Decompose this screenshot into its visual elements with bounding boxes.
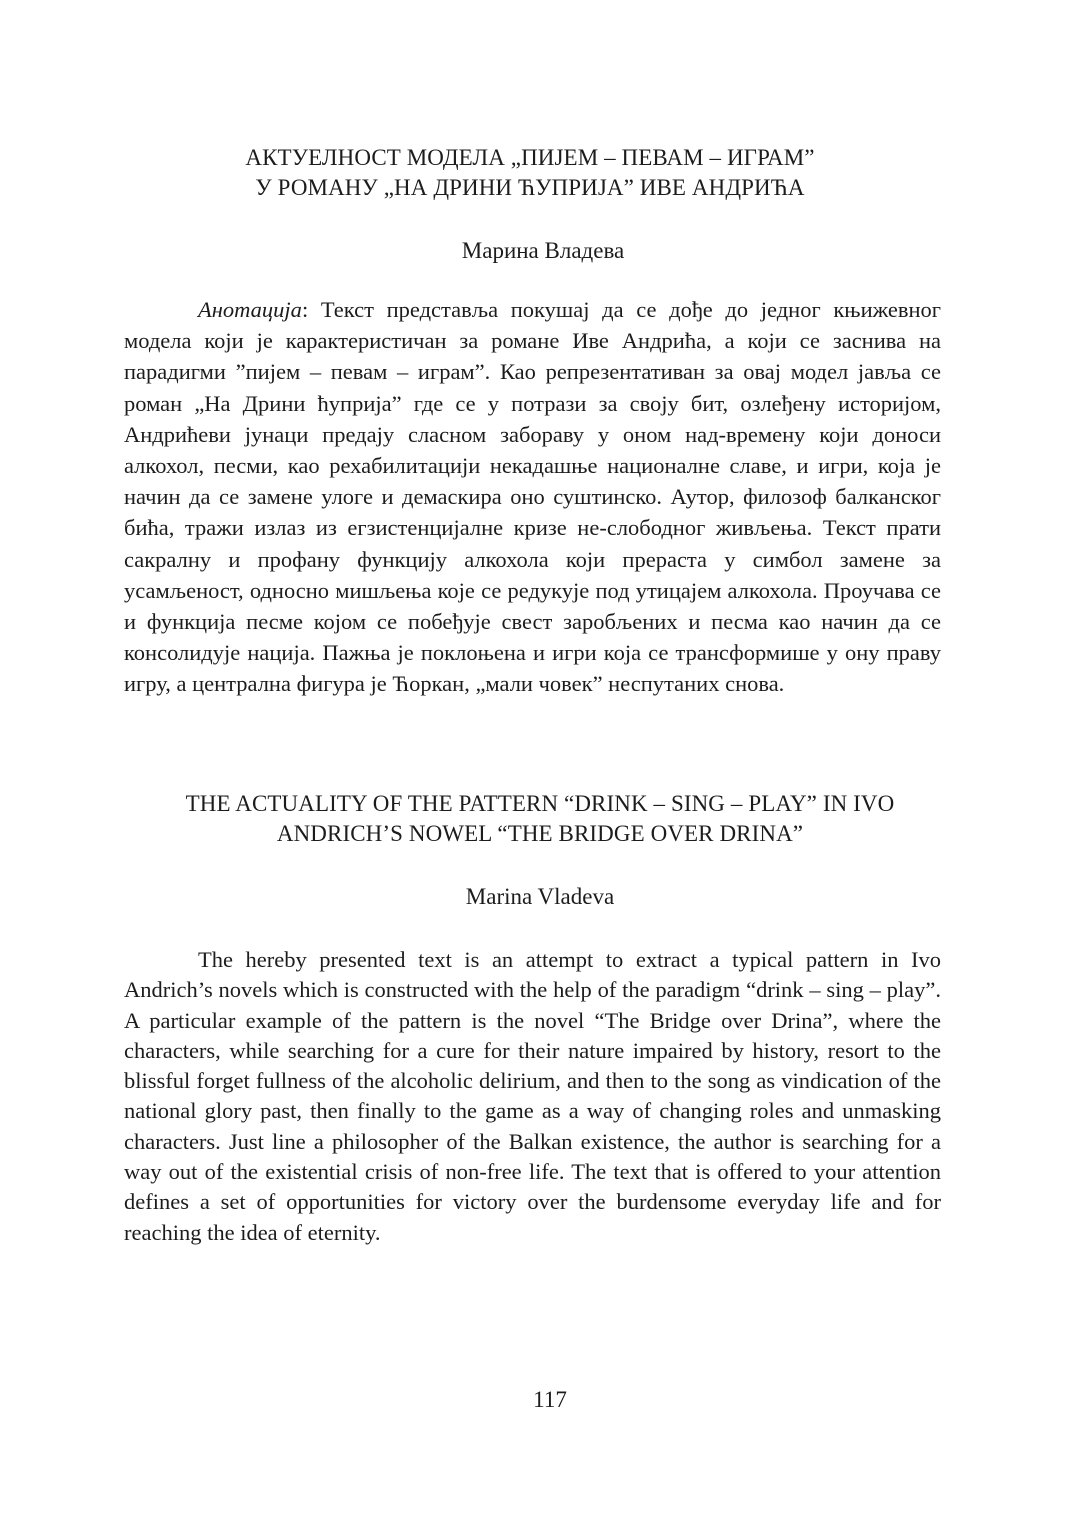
serbian-abstract-body: : Текст представља покушај да се дође до једног књижевног модела који је карактеристичан за романе Иве Андрића, а који се заснива на парадигми ”пијем – певам – играм”. Као репрезентативан за овај модел јавља се роман „На Дрини ћуприја” где се у потрази за своју бит, озлеђену историјом, Андрићеви јунаци предају сласном забораву у оном над-времену који доноси алкохол, песми, као рехабилитацији некадашње националне славе, и игри, која је начин да се замене улоге и демаскира оно суштинско. Аутор, филозоф балканског бића, тражи излаз из егзистенцијалне кризе не-слободног живљења. Текст прати сакралну и профану функцију алкохола који прераста у симбол замене за усамљеност, односно мишљења које се редукује под утицајем алкохола. Проучава се и функција песме којом се побеђује свест заробљених и песма као начин да се консолидује нација. Пажња је поклоњена и игри која се трансформише у ону праву игру, а централна фигура је Ћоркан, „мали човек” неспутаних снова. xyxy=(124,297,941,697)
serbian-title-line-1: АКТУЕЛНОСТ МОДЕЛА „ПИЈЕМ – ПЕВАМ – ИГРАМ” xyxy=(245,145,815,170)
serbian-title-line-2: У РОМАНУ „НА ДРИНИ ЋУПРИЈА” ИВЕ АНДРИЋА xyxy=(255,175,805,200)
english-author: Marina Vladeva xyxy=(465,884,615,909)
serbian-title xyxy=(90,143,970,203)
serbian-author: Марина Владева xyxy=(461,238,625,263)
english-title-line-2: ANDRICH’S NOWEL “THE BRIDGE OVER DRINA” xyxy=(276,821,804,846)
english-title xyxy=(100,789,980,849)
english-abstract xyxy=(124,945,941,1248)
serbian-abstract xyxy=(124,294,941,700)
english-abstract-paragraph: The hereby presented text is an attempt to extract a typical pattern in Ivo Andrich’s novels which is constructed with the help of the paradigm “drink – sing – play”. A particular example of the pattern is the novel “The Bridge over Drina”, where the characters, while searching for a cure for their nature impaired by history, resort to the blissful forget fullness of the alcoholic delirium, and then to the song as vindication of the national glory past, then finally to the game as a way of changing roles and unmasking characters. Just line a philosopher of the Balkan existence, the author is searching for a way out of the existential crisis of non-free life. The text that is offered to your attention defines a set of opportunities for victory over the burdensome everyday life and for reaching the idea of eternity. xyxy=(124,947,941,1245)
page-number: 117 xyxy=(533,1387,567,1412)
serbian-abstract-paragraph xyxy=(124,294,941,700)
serbian-abstract-label: Анотација xyxy=(198,297,302,322)
english-title-line-1: THE ACTUALITY OF THE PATTERN “DRINK – SING – PLAY” IN IVO xyxy=(185,791,895,816)
